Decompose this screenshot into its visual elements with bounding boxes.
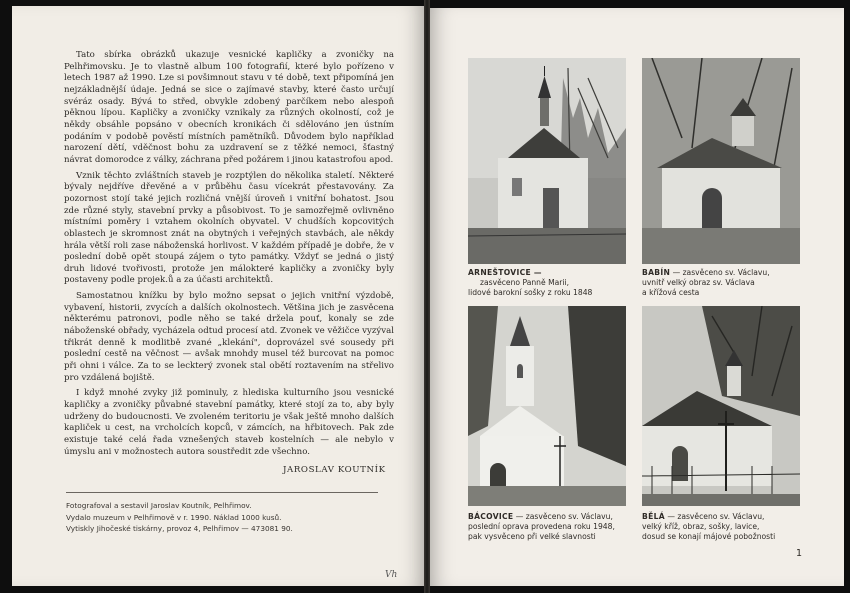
intro-text <box>64 50 394 462</box>
caption-title: BÁCOVICE <box>468 512 514 521</box>
caption-line: a křížová cesta <box>642 288 700 297</box>
photo-bacovice <box>468 306 626 506</box>
caption-line: velký kříž, obraz, sošky, lavice, <box>642 522 760 531</box>
caption-line: dosud se konají májové pobožnosti <box>642 532 776 541</box>
photo-arnestovice <box>468 58 626 264</box>
chapel-photo-icon <box>642 306 800 506</box>
photo-babin <box>642 58 800 264</box>
imprint-line: Vydalo muzeum v Pelhřimově v r. 1990. Náklad 1000 kusů. <box>66 512 282 522</box>
chapel-photo-icon <box>468 306 626 506</box>
caption-bela <box>642 512 808 542</box>
caption-babin <box>642 268 808 298</box>
intro-paragraph: Vznik těchto zvláštních staveb je rozptýlen do několika staletí. Některé bývaly nejdříve dřevěné a v průběhu času vícekrát přestavovány. Za pozornost stojí také jejich rozličná vnější úroveň i vnitřní bohatost. Jsou zde různé styly, stavební prvky a působivost. To je samozřejmě ovlivněno místními poměry i vztahem okolních obyvatel. V chudších kopcovitých oblastech je skromnost znát na obytných i veřejných stavbách, ale někdy hrála větší roli zase náboženská horlivost. V každém případě je dobře, že v poslední době opět stoupá zájem o tyto památky. Vždyť se jedná o jistý druh lidové tvořivosti, protože jen málokteré kapličky a zvoničky byly postaveny podle projek.ů a za účasti architektů. <box>64 170 394 286</box>
book-gutter <box>424 0 430 593</box>
page-number: 1 <box>796 548 803 559</box>
caption-title: ARNEŠTOVICE — <box>468 268 542 277</box>
author-name: JAROSLAV KOUTNÍK <box>283 465 386 475</box>
caption-bacovice <box>468 512 634 542</box>
caption-line: — zasvěceno sv. Václavu, <box>672 268 770 277</box>
divider <box>66 492 378 493</box>
intro-paragraph: Samostatnou knížku by bylo možno sepsat o jejich vnitřní výzdobě, vybavení, historii, zvycích a dalších okolnostech. Většina jich je zasvěcena některému patronovi, podle něho se také držela pouť, konaly se zde náboženské obřady, vycházela odtud procesí atd. Zvonek ve věžičce vyzýval třikrát denně k modlitbě zvané „klekání", doprovázel své sousedy při poslední cestě na věčnost — avšak mnohdy musel též burcovat na pomoc při ohni i válce. Za to se leckterý zvonek stal obětí roztavením na střelivo pro vzdálená bojiště. <box>64 291 394 383</box>
photo-bela <box>642 306 800 506</box>
caption-line: pak vysvěceno při velké slavnosti <box>468 532 596 541</box>
caption-line: — zasvěceno sv. Václavu, <box>515 512 613 521</box>
imprint-line: Fotografoval a sestavil Jaroslav Koutník, Pelhřimov. <box>66 501 252 510</box>
imprint-line: Vytiskly Jihočeské tiskárny, provoz 4, Pelhřimov — 473081 90. <box>66 524 293 534</box>
caption-arnestovice <box>468 268 634 298</box>
caption-title: BABÍN <box>642 268 671 277</box>
handwritten-mark: Vh <box>385 570 398 580</box>
imprint <box>66 500 396 535</box>
caption-title: BĚLÁ <box>642 512 665 521</box>
intro-paragraph: I když mnohé zvyky již pominuly, z hlediska kulturního jsou vesnické kapličky a zvoničky půvabné stavební památky, které stojí za to, aby byly udrženy do budoucnosti. Ve zvoleném teritoriu je však ještě mnoho dalších kapliček u cest, na vrcholcích kopců, v zámcích, na hřbitovech. Pak zde existuje také celá řada vznešených staveb kostelních — ale nebylo v úmyslu ani v možnostech autora soustředit zde všechno. <box>64 388 394 457</box>
chapel-photo-icon <box>468 58 626 264</box>
caption-line: zasvěceno Panně Marii, <box>480 278 570 287</box>
caption-line: uvnitř velký obraz sv. Václava <box>642 278 755 287</box>
chapel-photo-icon <box>642 58 800 264</box>
caption-line: — zasvěceno sv. Václavu, <box>667 512 765 521</box>
caption-line: poslední oprava provedena roku 1948, <box>468 522 615 531</box>
intro-paragraph: Tato sbírka obrázků ukazuje vesnické kapličky a zvoničky na Pelhřimovsku. Je to vlastně album 100 fotografií, které bylo pořízeno v letech 1987 až 1990. Lze si povšimnout stavu v té době, text připomíná jen nejzákladnější údaje. Jedná se sice o zajímavé stavby, které často určují svéráz osady. Bývá to střed, obvykle zdobený parčíkem nebo alespoň pěknou lípou. Kapličky a zvoničky vznikaly za různých okolností, což je někdy obsáhle popsáno v obecních kronikách či sdělováno jen ústním podáním v podobě pověstí místních pamětníků. Důvodem bylo například narození dětí, vděčnost bohu za uzdravení se z těžké nemoci, šťastný návrat domorodce z války, záchrana před požárem i jinou katastrofou apod. <box>64 50 394 165</box>
caption-line: lidové barokní sošky z roku 1848 <box>468 288 593 297</box>
